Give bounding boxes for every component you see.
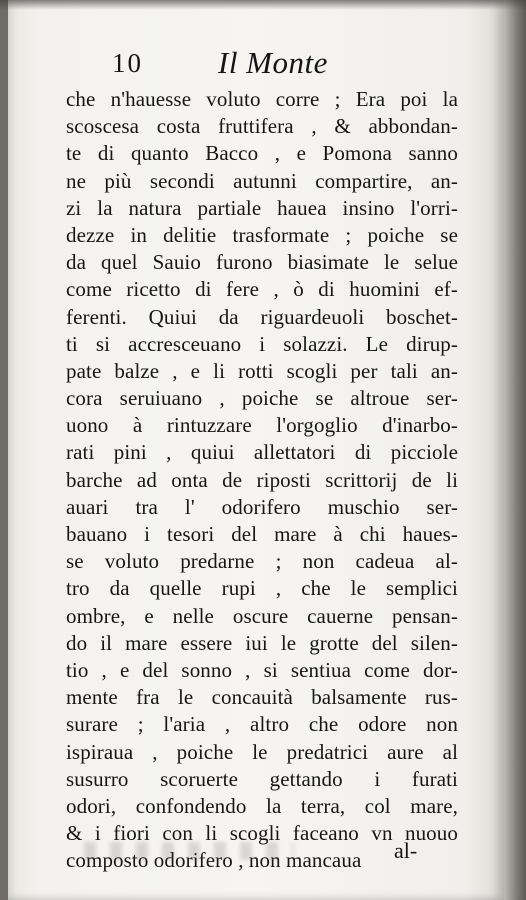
text-line: ferenti. Quiui da riguardeuoli boschet-: [66, 304, 458, 329]
text-line: zi la natura partiale haueа insino l'orri-: [66, 195, 458, 220]
text-line: da quel Sauio furono biasimate le selue: [66, 250, 458, 275]
text-line: barche ad onta de riposti scrittorij de li: [66, 467, 458, 492]
page-edge: [504, 0, 526, 900]
text-line: tio , e del sonno , si sentiua come dor-: [66, 657, 458, 682]
text-line: ispiraua , poiche le predatrici aure al: [66, 739, 458, 764]
text-line: dezze in delitie trasformate ; poiche se: [66, 222, 458, 247]
text-line: pate balze , e li rotti scogli per tali an-: [66, 358, 458, 383]
body-text: [66, 86, 458, 874]
text-line: auari tra l' odorifero muschio ser-: [66, 494, 458, 519]
text-line: mente fra le concauità balsamente rus-: [66, 685, 458, 710]
text-line: tro da quelle rupi , che le semplici: [66, 576, 458, 601]
text-line: odori, confondendo la terra, col mare,: [66, 793, 458, 818]
bleed-through-mark: [84, 842, 294, 860]
text-line: & i fiori con li scogli faceano vn nuouo: [66, 821, 458, 846]
text-line: susurro scoruerte gettando i furati: [66, 766, 458, 791]
text-line: ombre, e nelle oscure cauerne pensan-: [66, 603, 458, 628]
top-shadow: [0, 0, 526, 10]
page-number: 10: [112, 48, 143, 78]
text-line: surare ; l'aria , altro che odore non: [66, 712, 458, 737]
text-line: bauano i tesori del mare à chi haues-: [66, 522, 458, 546]
text-line: come ricetto di fere , ò di huomini ef-: [66, 277, 458, 302]
catchword: al-: [394, 838, 418, 863]
running-title: Il Monte: [218, 45, 328, 80]
text-line: ne più secondi autunni compartire, an-: [66, 168, 458, 193]
text-line: se voluto predarne ; non cadeua al-: [66, 549, 458, 574]
text-line: ti si accresceuano i solazzi. Le dirup-: [66, 331, 458, 356]
text-line: composto odorifero , non mancaua: [66, 848, 362, 873]
text-line: cora seruiuano , poiche se altroue ser-: [66, 386, 458, 411]
text-line: scoscesa costa fruttifera , & abbondan-: [66, 114, 458, 139]
text-line: do il mare essere iui le grotte del silen-: [66, 630, 458, 655]
text-line: che n'hauesse voluto corre ; Era poi la: [66, 87, 458, 111]
page-header: [112, 40, 372, 80]
text-line: te di quanto Bacco , e Pomona sanno: [66, 141, 458, 166]
text-line: uono à rintuzzare l'orgoglio d'inarbo-: [66, 413, 458, 438]
text-line: rati pini , quiui allettatori di picciole: [66, 440, 458, 465]
